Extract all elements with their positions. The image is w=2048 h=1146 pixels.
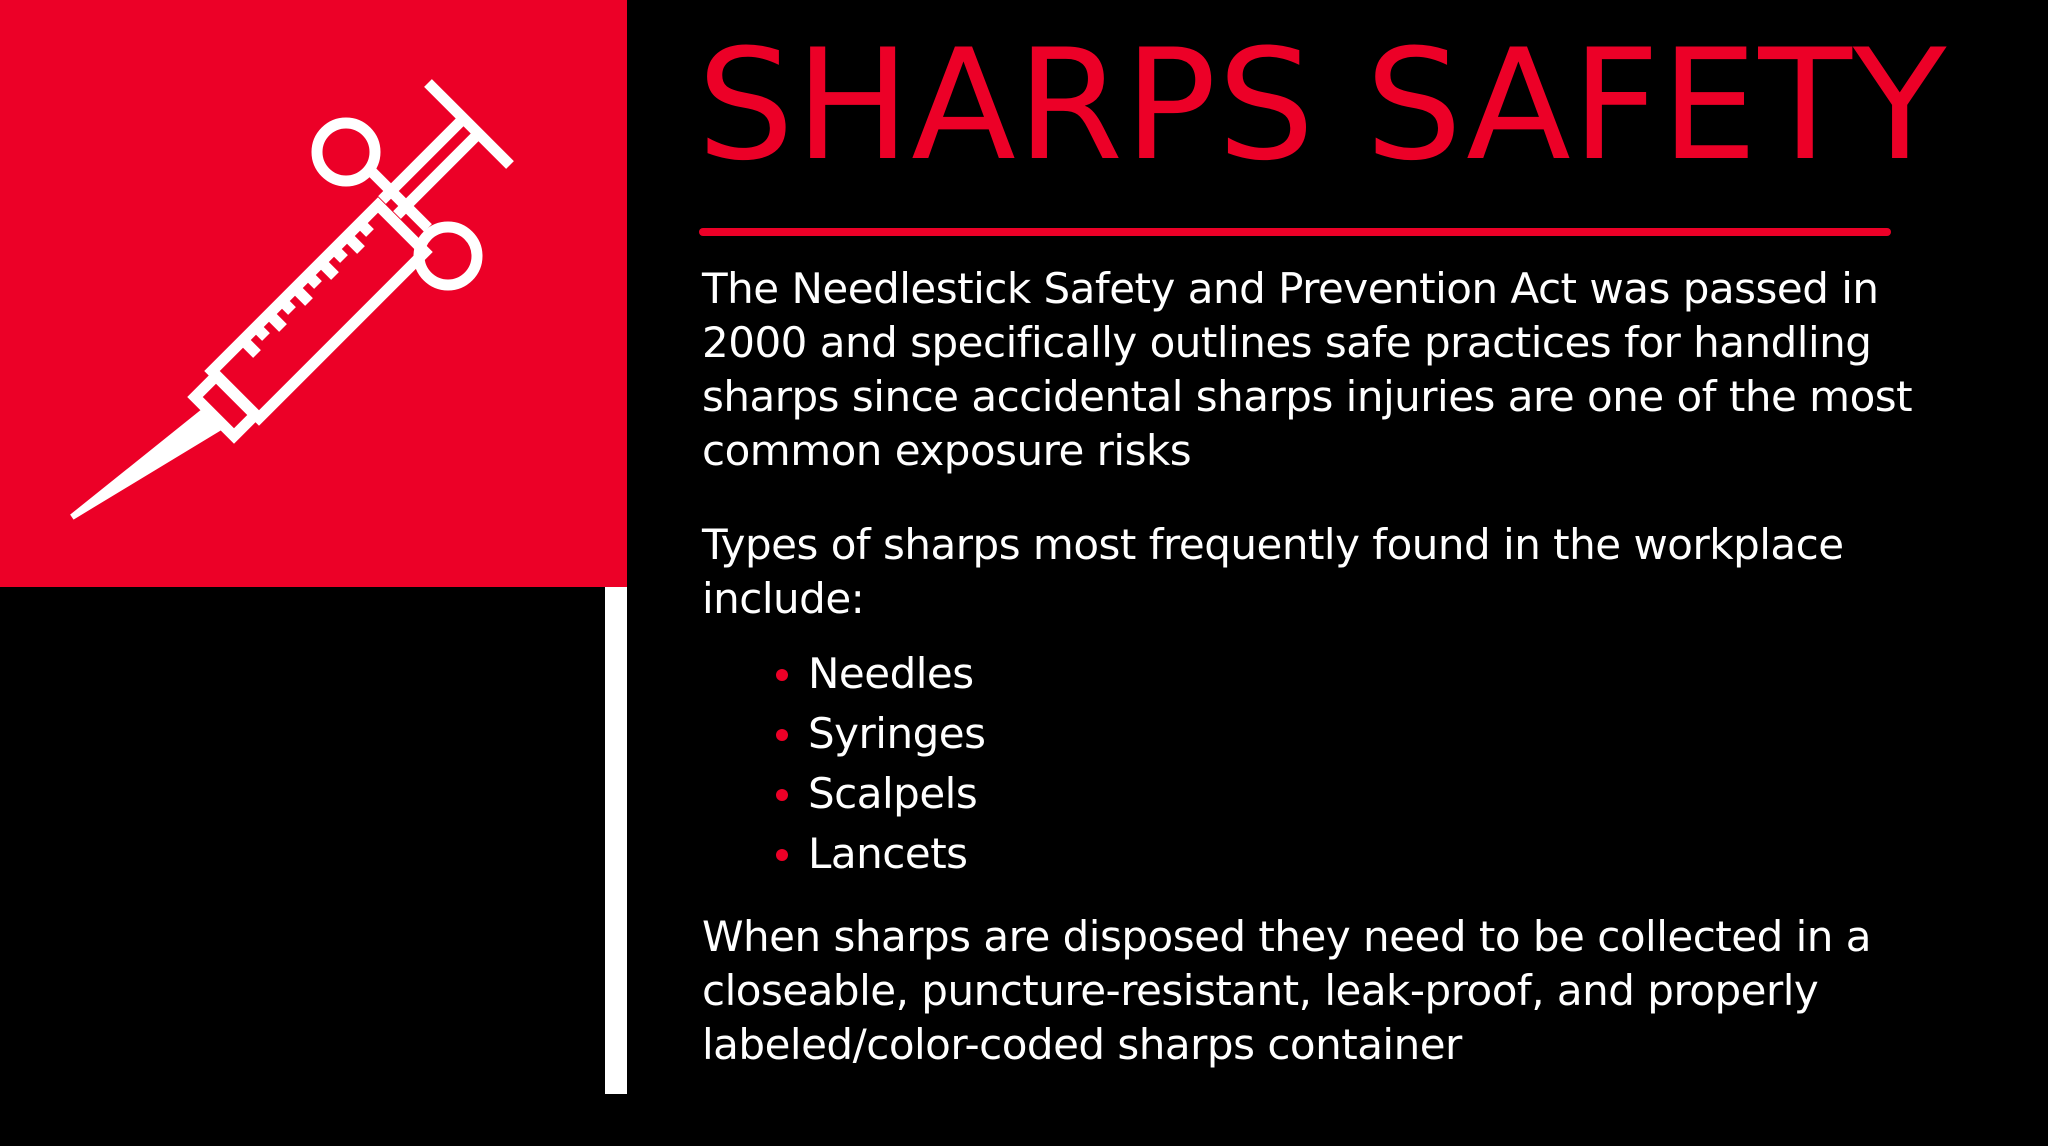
bullet-dot (776, 789, 788, 801)
list-item-label: Syringes (808, 709, 986, 758)
list-item (808, 824, 1942, 884)
content-body (702, 262, 1942, 1072)
list-item-label: Scalpels (808, 769, 978, 818)
page-title: SHARPS SAFETY (697, 17, 1948, 195)
vertical-divider-bar (605, 587, 627, 1094)
intro-paragraph: The Needlestick Safety and Prevention Act was passed in 2000 and specifically outlines safe practices for handling sharps since accidental sharps injuries are one of the most common exposure risks (702, 264, 1913, 475)
syringe-icon (70, 70, 530, 530)
list-item-label: Lancets (808, 829, 968, 878)
list-item (808, 704, 1942, 764)
types-intro-paragraph: Types of sharps most frequently found in the workplace include: (702, 520, 1844, 623)
bullet-dot (776, 849, 788, 861)
bullet-dot (776, 669, 788, 681)
list-item (808, 644, 1942, 704)
bullet-dot (776, 729, 788, 741)
disposal-paragraph: When sharps are disposed they need to be collected in a closeable, puncture-resistant, leak-proof, and properly labeled/color-coded sharps container (702, 912, 1871, 1069)
red-icon-panel (0, 0, 627, 587)
list-item (808, 764, 1942, 824)
list-item-label: Needles (808, 649, 974, 698)
sharps-types-list (702, 644, 1942, 884)
title-underline (699, 228, 1891, 236)
